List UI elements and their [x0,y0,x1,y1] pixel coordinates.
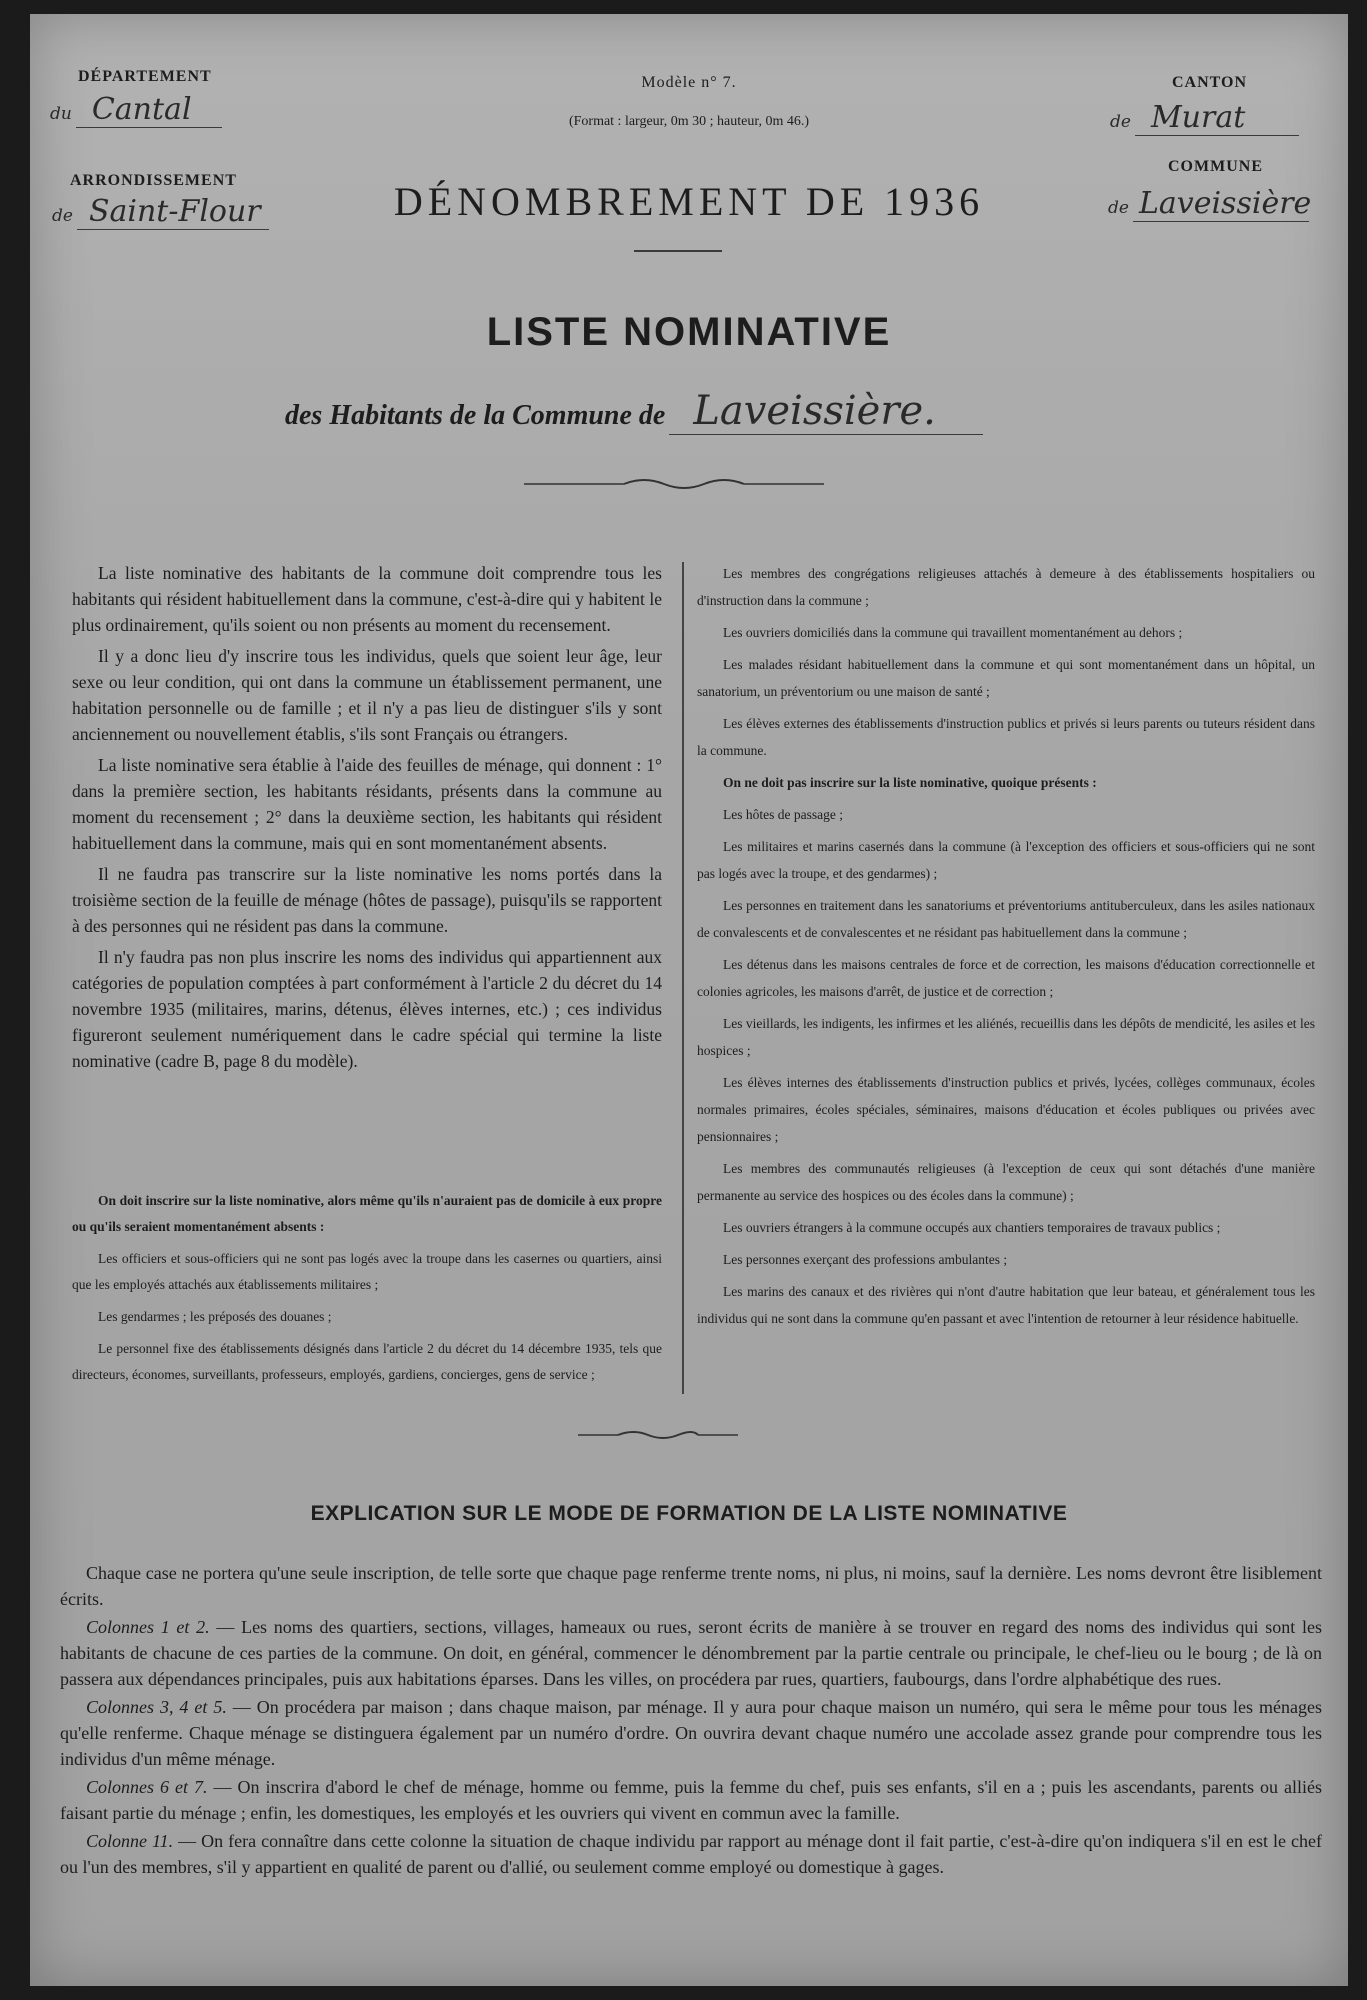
census-form-page [30,14,1348,1986]
right-paragraph: Les ouvriers domiciliés dans la commune qui travaillent momentanément au dehors ; [723,625,1183,640]
ornament-divider-middle [578,1427,738,1443]
commune-field [1108,186,1338,226]
subtitle-line [285,388,1105,438]
right-paragraph: Les militaires et marins casernés dans la commune (à l'exception des officiers et sous-officiers qui ne sont pas logés avec la troupe, et des gendarmes) ; [697,839,1315,881]
right-paragraph: Les malades résidant habituellement dans la commune et qui sont momentanément dans un hôpital, un sanatorium, un préventorium ou une maison de santé ; [697,657,1315,699]
left-paragraph: La liste nominative sera établie à l'aide des feuilles de ménage, qui donnent : 1° dans la première section, les habitants résidants, présents dans la commune au moment du recensement ; 2° dans la deuxième section, les habitants qui résident habituellement dans la commune, mais qui en sont momentanément absents. [72,755,662,853]
ornament-divider-top [524,474,824,494]
left-paragraph: Il ne faudra pas transcrire sur la liste nominative les noms portés dans la troisième section de la feuille de ménage (hôtes de passage), puisqu'ils se rapportent à des personnes qui ne résident pas dans la commune. [72,864,662,936]
canton-label: CANTON [1172,74,1248,91]
right-paragraph: Les marins des canaux et des rivières qui n'ont d'autre habitation que leur bateau, et généralement tous les individus qui ne sont dans la commune qu'en passant et avec l'intention de retourner à leur résidence habituelle. [697,1284,1315,1326]
colonnes-3-4-5-label: Colonnes 3, 4 et 5. [86,1697,227,1717]
right-paragraph: Les personnes exerçant des professions ambulantes ; [723,1252,1008,1267]
subtitle-commune-value: Laveissière. [669,388,983,435]
subtitle-text: des Habitants de la Commune de [285,400,666,431]
explication-paragraph [60,1828,1322,1880]
colonnes-6-7-label: Colonnes 6 et 7. [86,1777,208,1797]
departement-value: Cantal [76,92,222,128]
left-small-paragraph: Les gendarmes ; les préposés des douanes ; [98,1309,332,1324]
canton-field [1110,100,1320,140]
right-paragraph: Les hôtes de passage ; [723,807,843,822]
list-title: LISTE NOMINATIVE [486,310,892,354]
right-paragraph: Les élèves externes des établissements d'instruction publics et privés si leurs parents ou tuteurs résident dans la commune. [697,716,1315,758]
title-divider [634,250,722,252]
colonne-11-label: Colonne 11. [86,1831,174,1851]
canton-value: Murat [1135,100,1299,136]
colonnes-6-7-text: — On inscrira d'abord le chef de ménage, homme ou femme, puis la femme du chef, puis ses enfants, s'il en a ; puis les ascendants, parents ou alliés faisant partie du ménage ; enfin, les domestiques, les employés et les ouvriers qui vivent en commun avec la famille. [60,1777,1322,1823]
explication-paragraph [60,1774,1322,1826]
colonnes-3-4-5-text: — On procédera par maison ; dans chaque maison, par ménage. Il y aura pour chaque maison un numéro, qui sera le même pour tous les ménages qu'elle renferme. Chaque ménage se distinguera également par un numéro d'ordre. On ouvrira devant chaque numéro une accolade assez grande pour comprendre tous les individus d'un même ménage. [60,1697,1322,1769]
right-paragraph: Les détenus dans les maisons centrales de force et de correction, les maisons d'éducation correctionnelle et colonies agricoles, les maisons d'arrêt, de justice et de correction ; [697,957,1315,999]
right-paragraph: Les membres des congrégations religieuses attachés à demeure à des établissements hospitaliers ou d'instruction dans la commune ; [697,566,1315,608]
column-separator [682,562,684,1394]
left-column-intro [72,560,662,1079]
format-note: (Format : largeur, 0m 30 ; hauteur, 0m 46.) [568,114,810,129]
explication-paragraph [60,1614,1322,1692]
departement-prefix: du [50,104,72,124]
arrondissement-value: Saint-Flour [77,194,269,230]
explication-body [60,1560,1322,1882]
departement-label: DÉPARTEMENT [78,68,212,85]
right-paragraph: Les ouvriers étrangers à la commune occupés aux chantiers temporaires de travaux publics ; [723,1220,1221,1235]
colonnes-1-2-label: Colonnes 1 et 2. [86,1617,210,1637]
commune-label: COMMUNE [1168,158,1263,175]
right-paragraph: Les membres des communautés religieuses (à l'exception de ceux qui sont détachés d'une manière permanente au service des hospices ou des écoles dans la commune) ; [697,1161,1315,1203]
colonne-11-text: — On fera connaître dans cette colonne la situation de chaque individu par rapport au ménage dont il fait partie, c'est-à-dire qu'on indiquera s'il en est le chef ou l'un des membres, s'il y appartient en qualité de parent ou d'allié, ou seulement comme employé ou domestique à gages. [60,1831,1322,1877]
right-paragraph: On ne doit pas inscrire sur la liste nominative, quoique présents : [723,775,1097,790]
explication-paragraph [60,1694,1322,1772]
modele-number: Modèle n° 7. [641,74,737,91]
explication-paragraph: Chaque case ne portera qu'une seule inscription, de telle sorte que chaque page renferme trente noms, ni plus, ni moins, sauf la dernière. Les noms devront être lisiblement écrits. [60,1563,1322,1609]
explication-title: EXPLICATION SUR LE MODE DE FORMATION DE LA LISTE NOMINATIVE [310,1502,1068,1525]
left-paragraph: Il n'y faudra pas non plus inscrire les noms des individus qui appartiennent aux catégories de population comptées à part conformément à l'article 2 du décret du 14 novembre 1935 (militaires, marins, détenus, élèves internes, etc.) ; ces individus figureront seulement numériquement dans le cadre spécial qui termine la liste nominative (cadre B, page 8 du modèle). [72,947,662,1071]
left-small-paragraph: Les officiers et sous-officiers qui ne sont pas logés avec la troupe dans les casernes ou quartiers, ainsi que les employés attachés aux établissements militaires ; [72,1251,662,1292]
arrondissement-label: ARRONDISSEMENT [70,172,237,189]
main-title: DÉNOMBREMENT DE 1936 [393,179,985,224]
colonnes-1-2-text: — Les noms des quartiers, sections, villages, hameaux ou rues, seront écrits de manière à se trouver en regard des noms des individus qui sont les habitants de chacune de ces parties de la commune. On doit, en général, commencer le dénombrement par la partie centrale ou principale, le chef-lieu ou le bourg ; de là on passera aux dépendances principales, puis aux habitations éparses. Dans les villes, on procédera par rues, quartiers, faubourgs, dans l'ordre alphabétique des rues. [60,1617,1322,1689]
left-small-paragraph: On doit inscrire sur la liste nominative, alors même qu'ils n'auraient pas de domicile à eux propre ou qu'ils seraient momentanément absents : [72,1193,662,1234]
left-paragraph: Il y a donc lieu d'y inscrire tous les individus, quels que soient leur âge, leur sexe ou leur condition, qui ont dans la commune un établissement permanent, une habitation personnelle ou de famille ; et il n'y a pas lieu de distinguer s'ils y sont anciennement ou nouvellement établis, s'ils sont Français ou étrangers. [72,646,662,744]
arrondissement-prefix: de [52,206,73,226]
commune-prefix: de [1108,198,1129,218]
commune-value: Laveissière [1133,186,1309,222]
right-paragraph: Les vieillards, les indigents, les infirmes et les aliénés, recueillis dans les dépôts de mendicité, les asiles et les hospices ; [697,1016,1315,1058]
left-small-paragraph: Le personnel fixe des établissements désignés dans l'article 2 du décret du 14 décembre 1935, tels que directeurs, économes, surveillants, professeurs, employés, gardiens, concierges, gens de service ; [72,1341,662,1382]
canton-prefix: de [1110,112,1131,132]
right-paragraph: Les élèves internes des établissements d'instruction publics et privés, lycées, collèges communaux, écoles normales primaires, écoles spéciales, séminaires, maisons d'éducation et écoles publiques ou privées avec pensionnaires ; [697,1075,1315,1144]
left-column-inscription [72,1188,662,1394]
left-paragraph: La liste nominative des habitants de la commune doit comprendre tous les habitants qui résident habituellement dans la commune, c'est-à-dire qui y habitent le plus ordinairement, qu'ils soient ou non présents au moment du recensement. [72,563,662,635]
right-column [697,560,1315,1337]
right-paragraph: Les personnes en traitement dans les sanatoriums et préventoriums antituberculeux, dans les asiles nationaux de convalescents et de convalescentes et ne résidant pas habituellement dans la commune ; [697,898,1315,940]
